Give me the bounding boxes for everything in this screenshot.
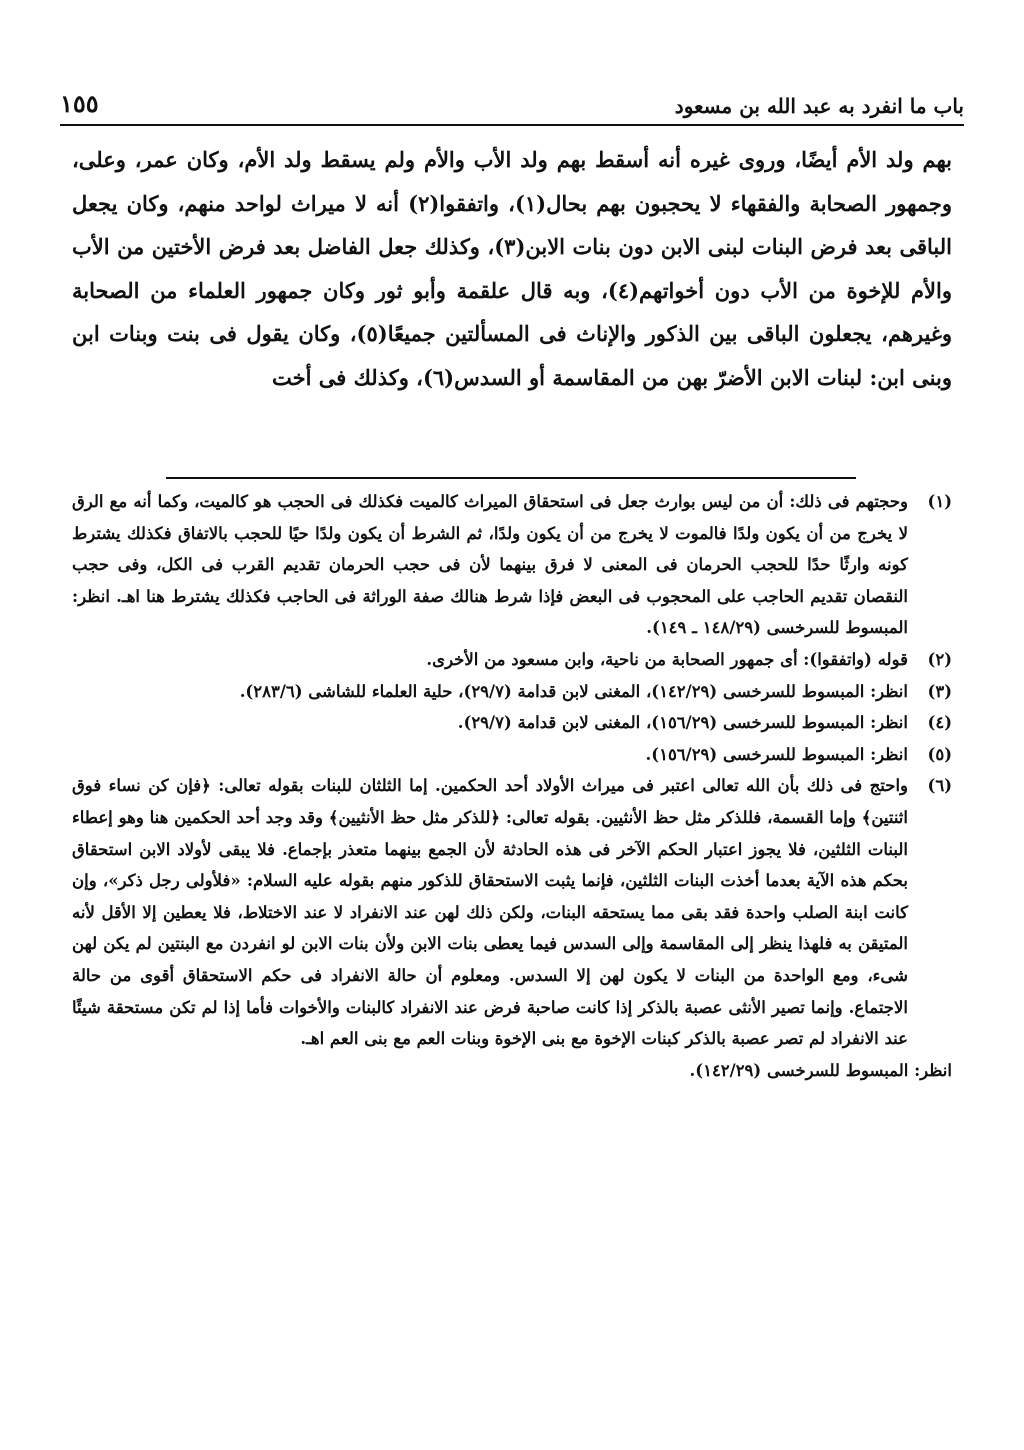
page-header <box>60 86 964 126</box>
footnote-number: (٤) <box>927 713 952 733</box>
footnote-number: (٣) <box>927 681 952 701</box>
footnote-source-text: انظر: المبسوط للسرخسى (١٤٢/٢٩). <box>689 1060 952 1080</box>
running-title: باب ما انفرد به عبد الله بن مسعود <box>674 94 964 118</box>
footnote-6 <box>72 770 952 1054</box>
footnote-1 <box>72 486 952 644</box>
footnote-6-source <box>72 1055 952 1087</box>
footnote-number: (٥) <box>927 744 952 764</box>
footnote-separator <box>166 477 856 479</box>
footnotes <box>72 486 952 1086</box>
page-number: ١٥٥ <box>60 89 99 118</box>
footnote-4 <box>72 707 952 739</box>
footnote-text: انظر: المبسوط للسرخسى (١٥٦/٢٩)، المغنى لابن قدامة (٢٩/٧). <box>457 713 908 733</box>
footnote-2 <box>72 644 952 676</box>
footnote-number: (٢) <box>927 649 952 669</box>
main-text <box>72 138 952 399</box>
footnote-3 <box>72 676 952 708</box>
footnote-text: واحتج فى ذلك بأن الله تعالى اعتبر فى ميراث الأولاد أحد الحكمين. إما الثلثان للبنات بقوله تعالى: ﴿فإن كن نساء فوق اثنتين﴾ وإما القسمة، فللذكر مثل حظ الأنثيين. بقوله تعالى: ﴿للذكر مثل حظ الأنثيين﴾ وقد وجد أحد الحكمين هنا وهو إعطاء البنات الثلثين، فلا يجوز اعتبار الحكم الآخر فى هذه الحادثة لأن الجمع بينهما متعذر بإجماع. فلا يبقى لأولاد الابن استحقاق بحكم هذه الآية بعدما أخذت البنات الثلثين، فإنما يثبت الاستحقاق للذكور منهم بقوله عليه السلام: «فلأولى رجل ذكر»، وإن كانت ابنة الصلب واحدة فقد بقى مما يستحقه البنات، ولكن ذلك لهن عند الانفراد لا عند الاختلاط، فلا يعطين إلا الأقل لأنه المتيقن به فلهذا ينظر إلى المقاسمة وإلى السدس فيما يعطى بنات الابن ولأن بنات الابن لو انفردن مع البنتين لم يكن لهن شىء، ومع الواحدة من البنات لا يكون لهن إلا السدس. ومعلوم أن حالة الانفراد فى حكم الاستحقاق أقوى من حالة الاجتماع. وإنما تصير الأنثى عصبة بالذكر إذا كانت صاحبة فرض عند الانفراد كالبنات والأخوات فأما إذا لم تكن مستحقة شيئًا عند الانفراد لم تصر عصبة بالذكر كبنات الإخوة مع بنى الإخوة وبنات العم مع بنى العم اهـ. <box>72 776 908 1049</box>
footnote-number: (١) <box>927 492 952 511</box>
footnote-text: انظر: المبسوط للسرخسى (١٤٢/٢٩)، المغنى لابن قدامة (٢٩/٧)، حلية العلماء للشاشى (٢٨٣/٦). <box>239 681 908 701</box>
footnote-text: قوله (واتفقوا): أى جمهور الصحابة من ناحية، وابن مسعود من الأخرى. <box>426 649 908 669</box>
footnote-5 <box>72 739 952 771</box>
body-paragraph: بهم ولد الأم أيضًا، وروى غيره أنه أسقط بهم ولد الأب والأم ولم يسقط ولد الأم، وكان عمر، وعلى، وجمهور الصحابة والفقهاء لا يحجبون بهم بحال(١)، واتفقوا(٢) أنه لا ميراث لواحد منهم، وكان يجعل الباقى بعد فرض البنات لبنى الابن دون بنات الابن(٣)، وكذلك جعل الفاضل بعد فرض الأختين من الأب والأم للإخوة من الأب دون أخواتهم(٤)، وبه قال علقمة وأبو ثور وكان جمهور العلماء من الصحابة وغيرهم، يجعلون الباقى بين الذكور والإناث فى المسألتين جميعًا(٥)، وكان يقول فى بنت وبنات ابن وبنى ابن: لبنات الابن الأضرّ بهن من المقاسمة أو السدس(٦)، وكذلك فى أخت <box>72 147 953 390</box>
footnote-number: (٦) <box>927 776 952 796</box>
footnote-text: انظر: المبسوط للسرخسى (١٥٦/٢٩). <box>645 744 908 764</box>
footnote-text: وحجتهم فى ذلك: أن من ليس بوارث جعل فى استحقاق الميراث كالميت فكذلك فى الحجب هو كالميت، وكما أنه مع الرق لا يخرج من أن يكون ولدًا فالموت لا يخرج من أن يكون ولدًا، ثم الشرط أن يكون ولدًا حيًا للحجب بالاتفاق فكذلك يشترط كونه وارثًا حدًا للحجب الحرمان فى المعنى لا فرق بينهما لأن فى حجب الحرمان تقديم القرب فى الكل، وفى حجب النقصان تقديم الحاجب على المحجوب فى البعض فإذا شرط هنالك صفة الوراثة فى الحاجب فكذلك يشترط هنا اهـ. انظر: المبسوط للسرخسى (١٤٨/٢٩ ـ ١٤٩). <box>72 492 908 638</box>
